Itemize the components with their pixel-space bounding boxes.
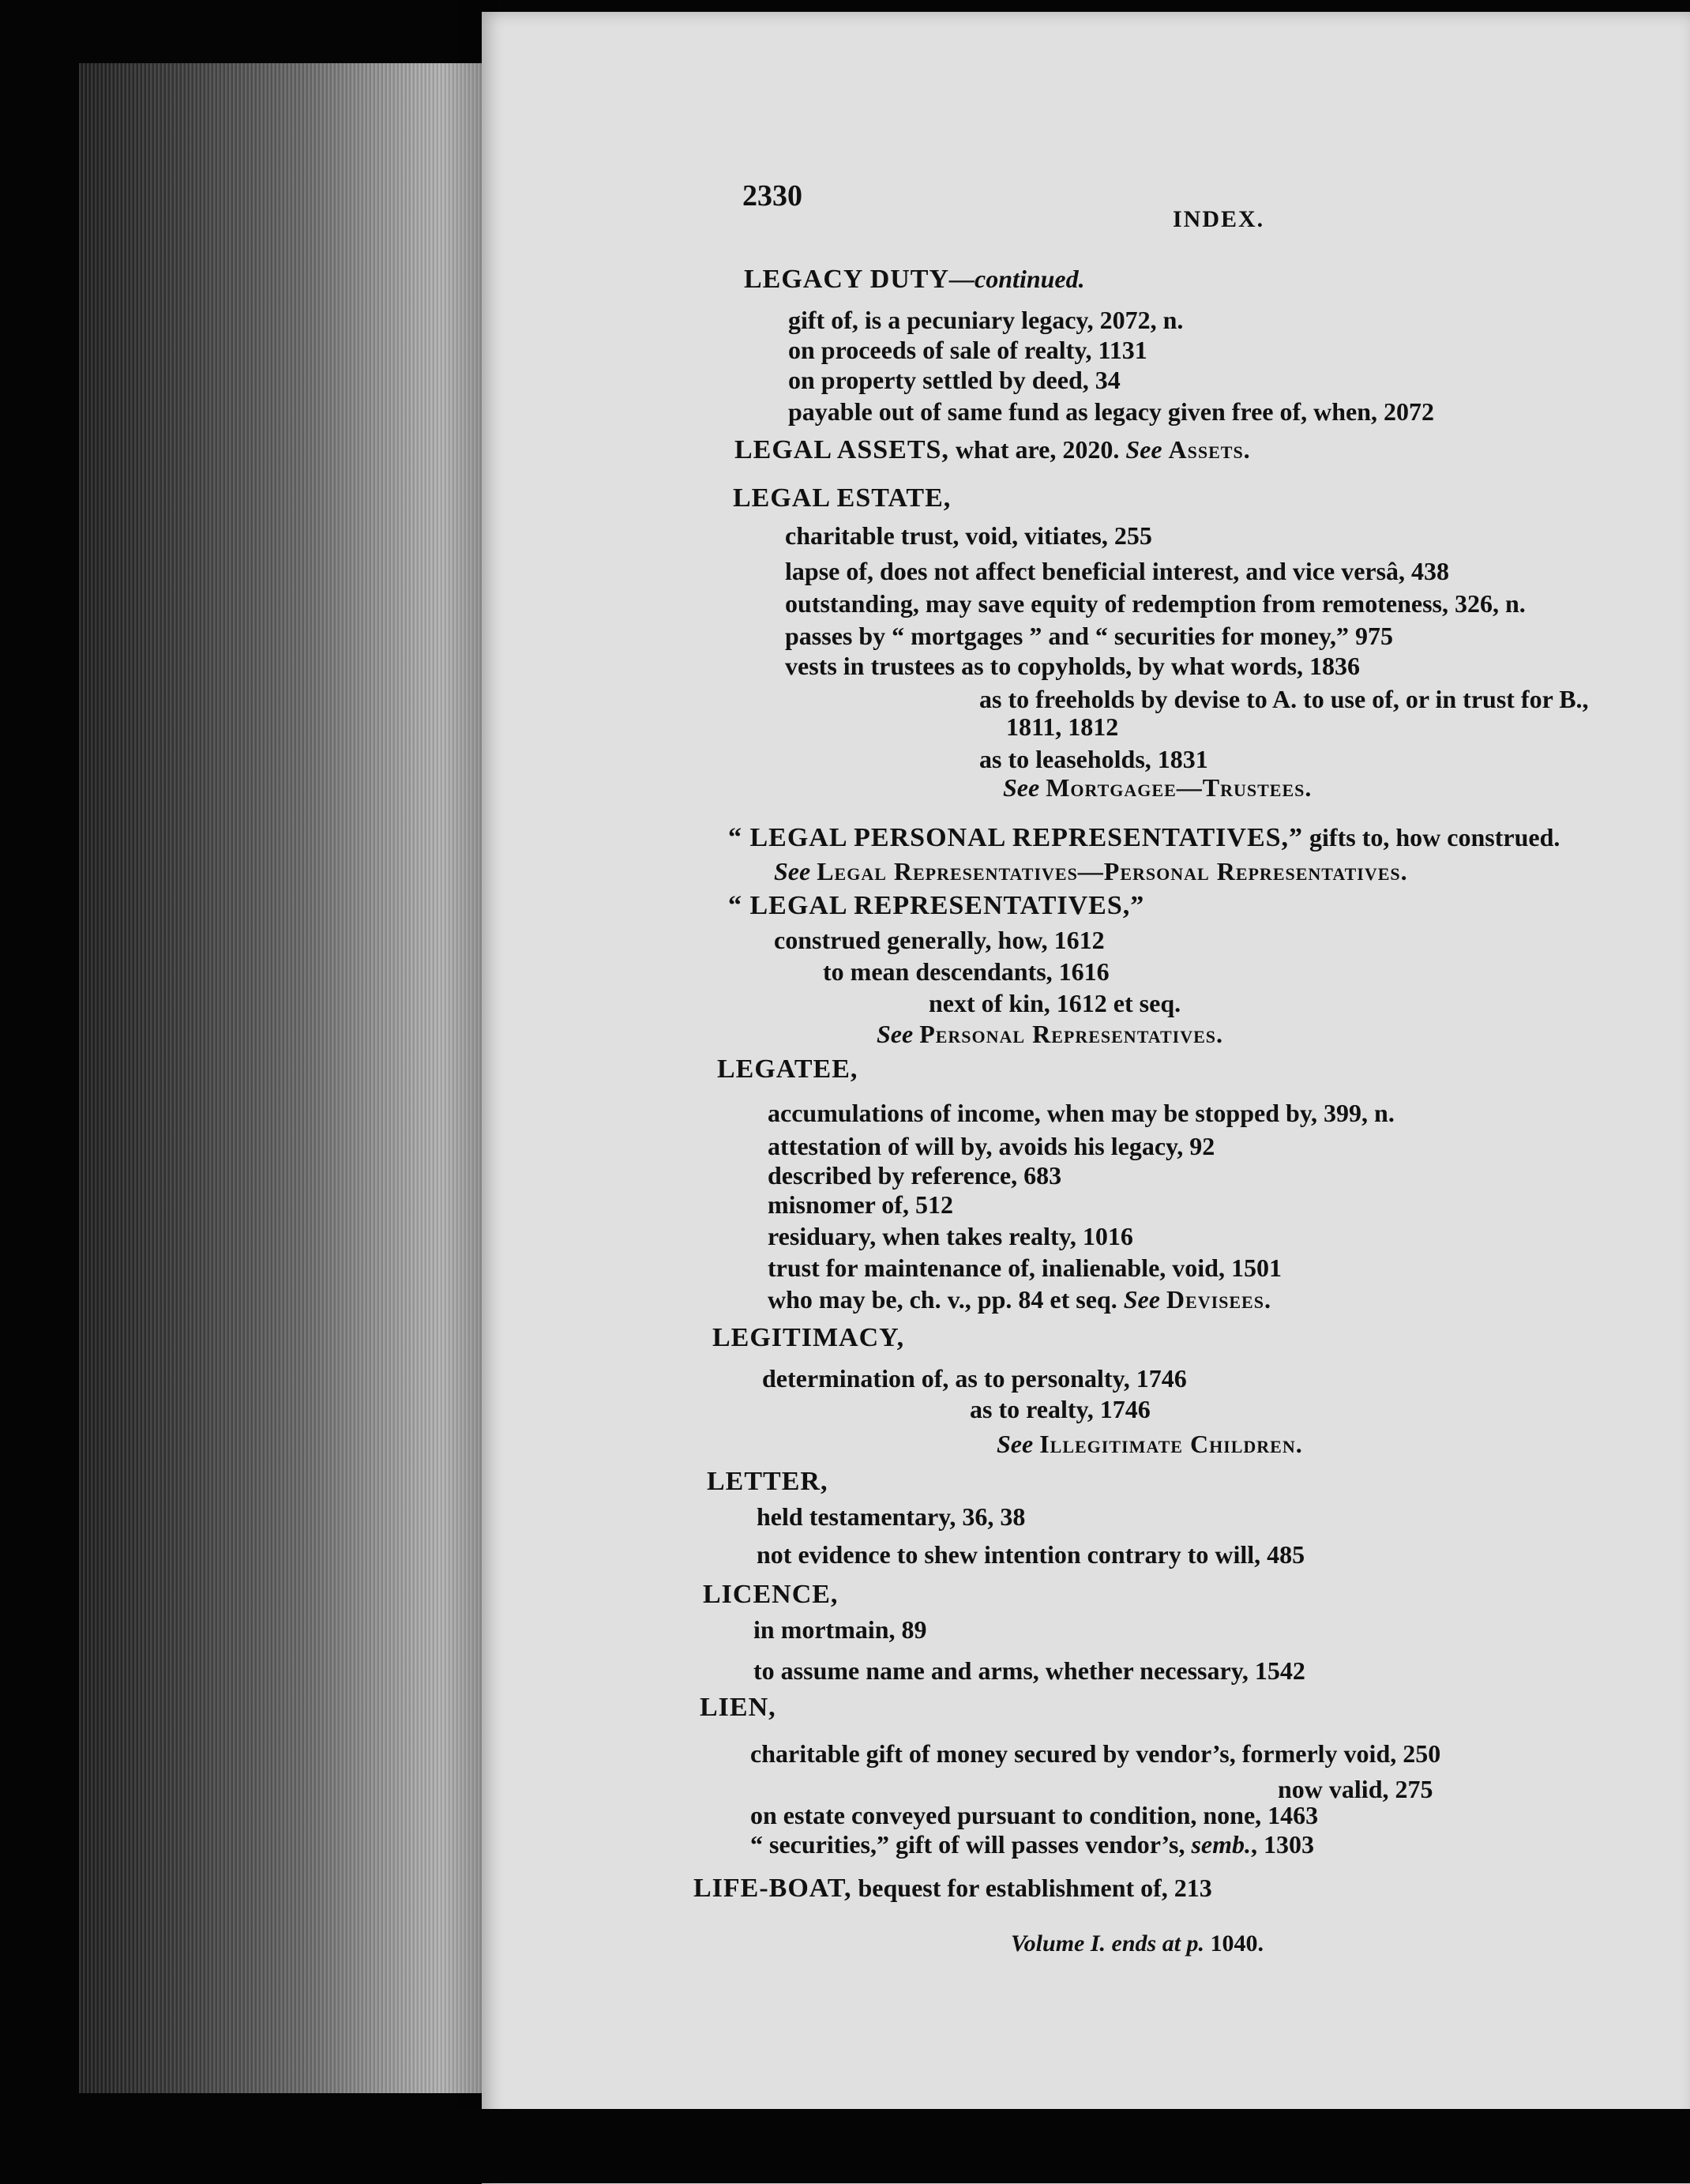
index-subentry: to assume name and arms, whether necessary, 1542 <box>753 1656 1305 1685</box>
see-also-line <box>774 857 1408 885</box>
continued-label: —continued. <box>949 265 1085 293</box>
index-subentry: as to leaseholds, 1831 <box>979 745 1208 773</box>
book-page-edges <box>79 63 490 2093</box>
running-head: INDEX. <box>1173 206 1265 232</box>
index-entry-heading <box>733 483 951 513</box>
index-subentry: trust for maintenance of, inalienable, void, 1501 <box>768 1254 1282 1282</box>
index-subentry: payable out of same fund as legacy given free of, when, 2072 <box>788 397 1435 426</box>
index-subentry: as to freeholds by devise to A. to use of, or in trust for B., <box>979 685 1589 713</box>
entry-text: what are, 2020. <box>948 435 1120 464</box>
index-entry-heading <box>707 1467 828 1496</box>
cross-reference: Mortgagee—Trustees. <box>1046 773 1313 802</box>
see-label: See <box>997 1430 1034 1458</box>
volume-note-page: 1040. <box>1204 1930 1264 1957</box>
entry-heading: “ LEGAL REPRESENTATIVES,” <box>728 891 1145 920</box>
index-subentry: misnomer of, 512 <box>768 1190 953 1219</box>
entry-heading: LETTER, <box>707 1467 828 1496</box>
entry-heading: LEGAL ESTATE, <box>733 483 952 513</box>
index-subentry: next of kin, 1612 et seq. <box>929 989 1181 1017</box>
index-entry-heading <box>703 1580 838 1609</box>
entry-heading: LICENCE, <box>703 1580 839 1609</box>
index-subentry: charitable trust, void, vitiates, 255 <box>785 521 1152 550</box>
entry-text: “ securities,” gift of will passes vendor’s, <box>750 1830 1192 1859</box>
see-also-line <box>1003 773 1312 802</box>
index-subentry: charitable gift of money secured by vendor’s, formerly void, 250 <box>750 1739 1441 1768</box>
see-label: See <box>1123 1285 1160 1314</box>
index-subentry: to mean descendants, 1616 <box>823 957 1110 986</box>
index-entry-heading <box>734 435 1251 464</box>
index-subentry: held testamentary, 36, 38 <box>757 1502 1026 1531</box>
entry-heading: LIFE-BOAT, <box>693 1874 852 1903</box>
entry-heading: LIEN, <box>700 1693 776 1722</box>
index-entry-heading <box>693 1874 1212 1903</box>
index-entry-heading <box>712 1323 904 1352</box>
entry-text: bequest for establishment of, 213 <box>851 1874 1212 1902</box>
index-entry-heading <box>744 265 1085 294</box>
index-subentry: now valid, 275 <box>1278 1775 1433 1803</box>
see-also-line <box>877 1020 1223 1048</box>
semb-abbrev: semb. <box>1191 1830 1251 1859</box>
page-number: 2330 <box>742 179 802 212</box>
see-label: See <box>774 857 811 885</box>
entry-text: gifts to, how construed. <box>1303 823 1560 851</box>
index-subentry: 1811, 1812 <box>1006 712 1119 741</box>
index-subentry: gift of, is a pecuniary legacy, 2072, n. <box>788 306 1184 334</box>
cross-reference: Illegitimate Children. <box>1039 1430 1303 1458</box>
index-entry-heading <box>700 1693 776 1722</box>
index-subentry: attestation of will by, avoids his legacy, 92 <box>768 1132 1215 1160</box>
index-subentry: determination of, as to personalty, 1746 <box>762 1364 1187 1393</box>
index-page <box>482 12 1690 2184</box>
index-subentry: not evidence to shew intention contrary to will, 485 <box>757 1540 1305 1569</box>
index-entry-heading <box>717 1054 858 1084</box>
entry-text: who may be, ch. v., pp. 84 et seq. <box>768 1285 1117 1314</box>
index-subentry: described by reference, 683 <box>768 1161 1062 1190</box>
bottom-border <box>0 2109 1690 2183</box>
see-label: See <box>1003 773 1040 802</box>
entry-heading: LEGAL ASSETS, <box>734 435 949 464</box>
cross-reference: Legal Representatives—Personal Representatives. <box>817 857 1408 885</box>
entry-heading: “ LEGAL PERSONAL REPRESENTATIVES,” <box>728 823 1304 852</box>
index-subentry: in mortmain, 89 <box>753 1615 927 1644</box>
cross-reference: Personal Representatives. <box>919 1020 1224 1048</box>
see-also-line <box>997 1430 1303 1458</box>
index-subentry: on proceeds of sale of realty, 1131 <box>788 336 1147 364</box>
index-subentry: accumulations of income, when may be stopped by, 399, n. <box>768 1099 1395 1127</box>
index-subentry: outstanding, may save equity of redemption from remoteness, 326, n. <box>785 589 1526 618</box>
see-label: See <box>877 1020 914 1048</box>
cross-reference: Assets. <box>1168 435 1251 464</box>
index-subentry: lapse of, does not affect beneficial interest, and vice versâ, 438 <box>785 557 1450 585</box>
index-subentry <box>768 1285 1271 1314</box>
index-subentry: residuary, when takes realty, 1016 <box>768 1222 1133 1250</box>
index-subentry <box>750 1830 1314 1859</box>
volume-end-note <box>1011 1930 1264 1958</box>
index-subentry: as to realty, 1746 <box>970 1395 1151 1423</box>
index-subentry: on property settled by deed, 34 <box>788 366 1121 394</box>
index-subentry: vests in trustees as to copyholds, by what words, 1836 <box>785 652 1361 680</box>
index-subentry: construed generally, how, 1612 <box>774 926 1105 954</box>
cross-reference: Devisees. <box>1166 1285 1271 1314</box>
entry-heading: LEGATEE, <box>717 1054 858 1084</box>
index-subentry: on estate conveyed pursuant to condition, none, 1463 <box>750 1801 1319 1829</box>
entry-text: , 1303 <box>1251 1830 1314 1859</box>
index-subentry: passes by “ mortgages ” and “ securities for money,” 975 <box>785 622 1394 650</box>
index-entry-heading <box>728 891 1144 920</box>
volume-note-text: Volume I. ends at p. <box>1011 1930 1205 1957</box>
entry-heading: LEGACY DUTY <box>744 265 950 294</box>
entry-heading: LEGITIMACY, <box>712 1323 905 1352</box>
index-entry-heading <box>728 823 1560 852</box>
see-label: See <box>1125 435 1162 464</box>
